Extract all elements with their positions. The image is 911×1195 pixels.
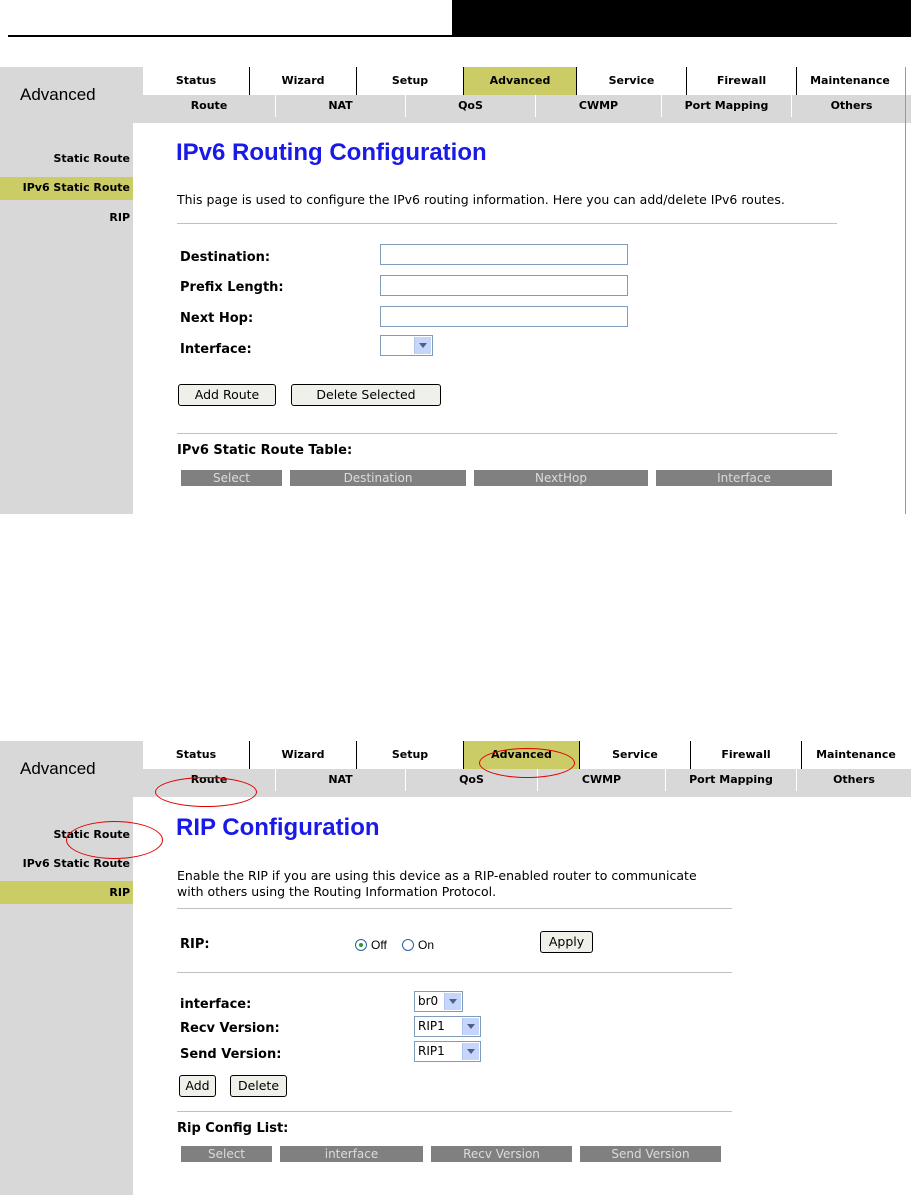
main-tabs [143, 67, 903, 95]
page-description: Enable the RIP if you are using this device as a RIP-enabled router to communicate [177, 868, 697, 883]
tab-wizard[interactable]: Wizard [250, 67, 357, 95]
rip-panel [0, 741, 911, 1195]
highlight-route-subtab [155, 777, 257, 807]
prefix-length-label: Prefix Length: [180, 280, 284, 295]
divider [177, 908, 732, 909]
route-table-header [181, 470, 832, 486]
chevron-down-icon [444, 993, 461, 1010]
tab-advanced[interactable]: Advanced [464, 741, 580, 769]
tab-wizard[interactable]: Wizard [250, 741, 357, 769]
subtab-cwmp[interactable]: CWMP [538, 769, 666, 791]
subtab-route[interactable]: Route [143, 769, 276, 791]
tab-maintenance[interactable]: Maintenance [797, 67, 903, 95]
interface-select[interactable] [414, 991, 463, 1012]
interface-value: br0 [418, 994, 439, 1008]
add-button[interactable]: Add [179, 1075, 216, 1097]
route-table-title: IPv6 Static Route Table: [177, 443, 353, 458]
divider [177, 433, 837, 434]
column-header: Select [181, 1146, 272, 1162]
subtab-others[interactable]: Others [833, 773, 875, 786]
divider [177, 972, 732, 973]
subtab-qos[interactable]: QoS [406, 769, 538, 791]
right-border [905, 67, 906, 514]
header-black-bar [452, 0, 911, 37]
tab-maintenance[interactable]: Maintenance [802, 741, 910, 769]
page-title: IPv6 Routing Configuration [176, 139, 487, 166]
send-version-label: Send Version: [180, 1047, 282, 1062]
tab-advanced[interactable]: Advanced [464, 67, 577, 95]
prefix-length-input[interactable] [380, 275, 628, 296]
next-hop-input[interactable] [380, 306, 628, 327]
sidebar [0, 123, 133, 514]
tab-status[interactable]: Status [143, 67, 250, 95]
send-version-value: RIP1 [418, 1044, 445, 1058]
nav-strip [0, 791, 911, 797]
add-route-button[interactable]: Add Route [178, 384, 276, 406]
interface-select[interactable] [380, 335, 433, 356]
rip-on-label: On [418, 938, 435, 952]
column-header: Recv Version [431, 1146, 572, 1162]
interface-label: Interface: [180, 342, 252, 357]
subtab-port-mapping[interactable]: Port Mapping [666, 769, 797, 791]
highlight-rip-item [66, 821, 163, 859]
recv-version-select[interactable] [414, 1016, 481, 1037]
recv-version-value: RIP1 [418, 1019, 445, 1033]
rip-config-list-title: Rip Config List: [177, 1121, 289, 1136]
apply-button[interactable]: Apply [540, 931, 593, 953]
nav-strip [0, 117, 911, 123]
tab-status[interactable]: Status [143, 741, 250, 769]
tab-service[interactable]: Service [580, 741, 691, 769]
chevron-down-icon [462, 1018, 479, 1035]
column-header: NextHop [474, 470, 648, 486]
page-title: RIP Configuration [176, 814, 380, 841]
subtab-port-mapping[interactable]: Port Mapping [662, 95, 792, 117]
delete-selected-button[interactable]: Delete Selected [291, 384, 441, 406]
column-header: interface [280, 1146, 423, 1162]
divider [177, 223, 837, 224]
send-version-select[interactable] [414, 1041, 481, 1062]
page-description: This page is used to configure the IPv6 routing information. Here you can add/delete IPv6 routes. [177, 192, 785, 207]
rip-on-radio[interactable] [402, 939, 414, 951]
delete-button[interactable]: Delete [230, 1075, 287, 1097]
chevron-down-icon [462, 1043, 479, 1060]
sidebar-item-static-route[interactable]: Static Route [53, 828, 130, 841]
subtab-cwmp[interactable]: CWMP [536, 95, 662, 117]
sidebar-item-rip[interactable]: RIP [109, 211, 130, 224]
column-header: Interface [656, 470, 832, 486]
rip-config-list-header [181, 1146, 721, 1162]
column-header: Select [181, 470, 282, 486]
subtab-route[interactable]: Route [143, 95, 276, 117]
tab-setup[interactable]: Setup [357, 741, 464, 769]
chevron-down-icon [414, 337, 431, 354]
page-description: with others using the Routing Information Protocol. [177, 884, 497, 899]
rip-off-label: Off [371, 938, 387, 952]
highlight-advanced-tab [479, 748, 575, 778]
destination-input[interactable] [380, 244, 628, 265]
recv-version-label: Recv Version: [180, 1021, 280, 1036]
ipv6-panel [0, 67, 911, 514]
sidebar-item-ipv6-static-route[interactable]: IPv6 Static Route [22, 181, 130, 194]
tab-setup[interactable]: Setup [357, 67, 464, 95]
interface-label: interface: [180, 997, 252, 1012]
rip-off-radio[interactable] [355, 939, 367, 951]
subtab-qos[interactable]: QoS [406, 95, 536, 117]
sidebar-item-static-route[interactable]: Static Route [53, 152, 130, 165]
header-rule [8, 35, 453, 37]
next-hop-label: Next Hop: [180, 311, 254, 326]
sidebar-item-ipv6-static-route[interactable]: IPv6 Static Route [22, 857, 130, 870]
tab-firewall[interactable]: Firewall [687, 67, 797, 95]
section-title: Advanced [0, 741, 143, 797]
destination-label: Destination: [180, 250, 271, 265]
sidebar-item-rip[interactable]: RIP [109, 886, 130, 899]
section-title: Advanced [0, 67, 143, 123]
column-header: Destination [290, 470, 466, 486]
column-header: Send Version [580, 1146, 721, 1162]
rip-label: RIP: [180, 937, 210, 952]
subtab-nat[interactable]: NAT [276, 769, 406, 791]
subtab-others[interactable]: Others [830, 99, 873, 112]
tab-service[interactable]: Service [577, 67, 687, 95]
subtab-nat[interactable]: NAT [276, 95, 406, 117]
sub-tabs [143, 95, 911, 117]
divider [177, 1111, 732, 1112]
tab-firewall[interactable]: Firewall [691, 741, 802, 769]
